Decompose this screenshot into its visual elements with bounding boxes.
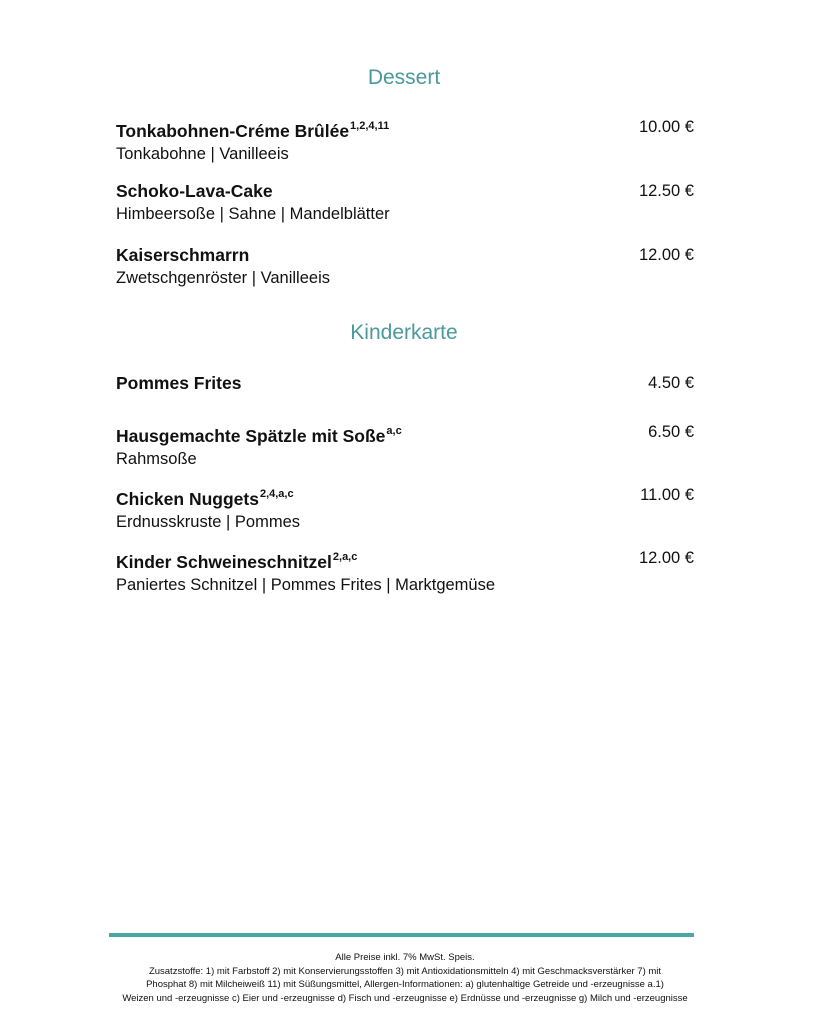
item-price: 4.50 € (648, 374, 694, 392)
menu-item (116, 117, 696, 164)
item-name: Tonkabohnen-Créme Brûlée$^{1,2,4,11}$ (116, 120, 390, 141)
item-name: Kinder Schweineschnitzel$^{2,a,c}$ (116, 551, 358, 572)
item-description: Rahmsoße (116, 449, 197, 468)
item-price: 6.50 € (648, 423, 694, 441)
item-name: Chicken Nuggets$^{2,4,a,c}$ (116, 488, 294, 509)
additives-line: Phosphat 8) mit Milcheiweiß 11) mit Süßungsmittel, Allergen-Informationen: a) glutenhaltige Getreide und -erzeugnisse a.1) (146, 979, 664, 990)
item-description: Erdnusskruste | Pommes (116, 512, 301, 531)
item-price: 11.00 € (640, 486, 694, 504)
menu-item (116, 485, 696, 532)
menu-item (116, 422, 696, 469)
item-description: Tonkabohne | Vanilleeis (116, 144, 289, 163)
allergen-codes: 1,2,4,11 (350, 120, 390, 132)
allergens-line: Weizen und -erzeugnisse c) Eier und -erzeugnisse d) Fisch und -erzeugnisse e) Erdnüsse und -erzeugnisse g) Milch und -erzeugnisse (122, 992, 688, 1004)
item-name: Hausgemachte Spätzle mit Soße$^{a,c}$ (116, 425, 402, 446)
additives-line: Zusatzstoffe: 1) mit Farbstoff 2) mit Konservierungsstoffen 3) mit Antioxidationsmitteln 4) mit Geschmacksverstärker 7) mit (148, 965, 662, 977)
item-name: Schoko-Lava-Cake (116, 181, 273, 201)
item-price: 12.00 € (638, 246, 694, 264)
allergen-codes: 2,4,a,c (259, 488, 294, 500)
allergen-codes: a,c (386, 425, 402, 437)
item-description: Paniertes Schnitzel | Pommes Frites | Marktgemüse (116, 575, 496, 594)
item-description: Zwetschgenröster | Vanilleeis (116, 269, 330, 287)
prices-note: Alle Preise inkl. 7% MwSt. Speis. (335, 952, 475, 963)
menu-item (116, 181, 696, 224)
menu-item (116, 548, 696, 595)
footer-divider (109, 933, 694, 937)
footer-notes (100, 951, 710, 1005)
menu-item (116, 373, 696, 393)
allergen-codes: 2,a,c (332, 551, 358, 563)
item-name: Kaiserschmarrn (116, 245, 250, 265)
item-description: Himbeersoße | Sahne | Mandelblätter (116, 205, 390, 223)
item-price: 10.00 € (638, 118, 694, 136)
menu-item (116, 245, 696, 288)
item-name: Pommes Frites (116, 373, 242, 393)
section-title-dessert: Dessert (367, 66, 441, 89)
section-title-kinderkarte: Kinderkarte (350, 321, 458, 344)
item-price: 12.00 € (638, 549, 694, 567)
item-price: 12.50 € (638, 182, 694, 200)
